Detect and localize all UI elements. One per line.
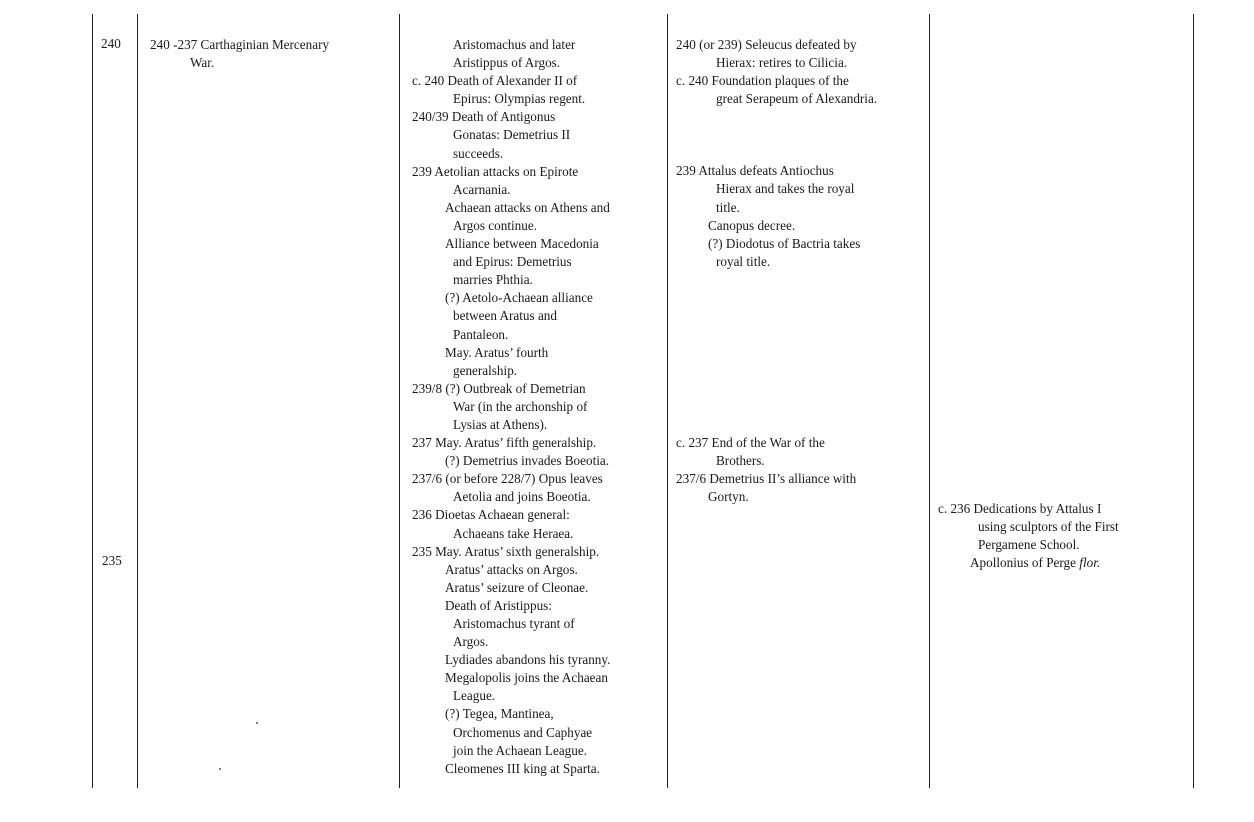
entry-text: and Epirus: Demetrius — [453, 254, 572, 270]
entry-text: Aratus’ attacks on Argos. — [445, 561, 578, 577]
entry-text: c. 237 End of the War of the — [676, 434, 825, 450]
entry-text: c. 236 Dedications by Attalus I — [938, 501, 1102, 516]
entry-text: 240/39 Death of Antigonus — [412, 109, 556, 125]
entry-text: Gonatas: Demetrius II — [453, 127, 571, 143]
entry-text: Achaean attacks on Athens and — [445, 199, 610, 215]
entry-text: Apollonius of Perge — [970, 555, 1080, 571]
entry-text: Argos continue. — [453, 217, 537, 233]
entry-text: 237/6 Demetrius II’s alliance with — [676, 471, 857, 487]
entry-text: (?) Tegea, Mantinea, — [445, 706, 554, 722]
entry-text: Lysias at Athens). — [453, 416, 548, 432]
entry-text: 239 Attalus defeats Antiochus — [676, 163, 834, 179]
entry-text: (?) Diodotus of Bactria takes — [708, 235, 861, 251]
entry-text: Hierax and takes the royal — [716, 181, 855, 197]
column-culture — [938, 500, 1190, 572]
entry-text: Orchomenus and Caphyae — [453, 724, 593, 740]
stray-mark — [256, 722, 258, 724]
entry-text: Alliance between Macedonia — [445, 236, 599, 252]
entry-text: Death of Aristippus: — [445, 597, 552, 613]
entry-text: May. Aratus’ fourth — [445, 344, 549, 360]
entry-text: League. — [453, 688, 496, 704]
entry-text: c. 240 Foundation plaques of the — [676, 73, 849, 89]
entry-text: Acarnania. — [453, 181, 511, 197]
column-rule — [667, 14, 668, 788]
entry-text: 237/6 (or before 228/7) Opus leaves — [412, 471, 603, 487]
entry-text: (?) Demetrius invades Boeotia. — [445, 453, 610, 469]
entry-text: succeeds. — [453, 145, 504, 161]
entry-text: 240 -237 Carthaginian Mercenary — [150, 37, 330, 52]
column-west — [150, 36, 395, 72]
entry-text: 237 May. Aratus’ fifth generalship. — [412, 435, 597, 451]
column-rule — [929, 14, 930, 788]
entry-text: 240 (or 239) Seleucus defeated by — [676, 37, 857, 52]
entry-text: Canopus decree. — [708, 217, 796, 233]
entry-text: Pergamene School. — [978, 537, 1080, 553]
year-label: 240 — [101, 36, 121, 51]
entry-text: Aratus’ seizure of Cleonae. — [445, 579, 589, 595]
column-greece — [412, 36, 664, 778]
entry-text: Hierax: retires to Cilicia. — [716, 55, 848, 71]
entry-text: royal title. — [716, 253, 771, 269]
entry-text: c. 240 Death of Alexander II of — [412, 73, 578, 89]
entry-text: Aristippus of Argos. — [453, 55, 561, 71]
entry-text: Megalopolis joins the Achaean — [445, 670, 608, 686]
column-rule — [1193, 14, 1194, 788]
spacer — [676, 108, 926, 162]
entry-text: 239/8 (?) Outbreak of Demetrian — [412, 380, 586, 396]
entry-text: 236 Dioetas Achaean general: — [412, 507, 570, 523]
entry-text: Cleomenes III king at Sparta. — [445, 760, 600, 776]
entry-text: Gortyn. — [708, 489, 749, 505]
entry-text: Achaeans take Heraea. — [453, 525, 574, 541]
entry-text — [938, 554, 1190, 572]
entry-text: Aristomachus and later — [453, 37, 576, 52]
entry-text: War (in the archonship of — [453, 398, 588, 414]
column-east — [676, 36, 926, 506]
column-rule — [399, 14, 400, 788]
entry-text: generalship. — [453, 362, 518, 378]
entry-text: Lydiades abandons his tyranny. — [445, 652, 611, 668]
entry-text: War. — [190, 55, 215, 71]
year-label: 235 — [102, 553, 122, 568]
entry-text: Epirus: Olympias regent. — [453, 91, 586, 107]
column-rule — [92, 14, 93, 788]
stray-mark — [219, 768, 221, 770]
column-rule — [137, 14, 138, 788]
entry-text: Aristomachus tyrant of — [453, 616, 575, 631]
entry-text: join the Achaean League. — [453, 742, 588, 758]
entry-text: Aetolia and joins Boeotia. — [453, 489, 591, 505]
entry-text: marries Phthia. — [453, 272, 533, 288]
entry-text: Brothers. — [716, 453, 765, 469]
entry-text: great Serapeum of Alexandria. — [716, 91, 878, 107]
entry-text: Pantaleon. — [453, 326, 509, 342]
entry-text: using sculptors of the First — [978, 519, 1119, 535]
chronology-entry — [150, 36, 395, 72]
entry-text: Argos. — [453, 634, 489, 650]
spacer — [676, 271, 926, 434]
entry-text: (?) Aetolo-Achaean alliance — [445, 290, 593, 306]
entry-text-italic: flor. — [1079, 555, 1101, 571]
entry-text: between Aratus and — [453, 308, 557, 324]
entry-text: 235 May. Aratus’ sixth generalship. — [412, 543, 600, 559]
entry-text: title. — [716, 199, 740, 215]
entry-text: 239 Aetolian attacks on Epirote — [412, 163, 579, 179]
